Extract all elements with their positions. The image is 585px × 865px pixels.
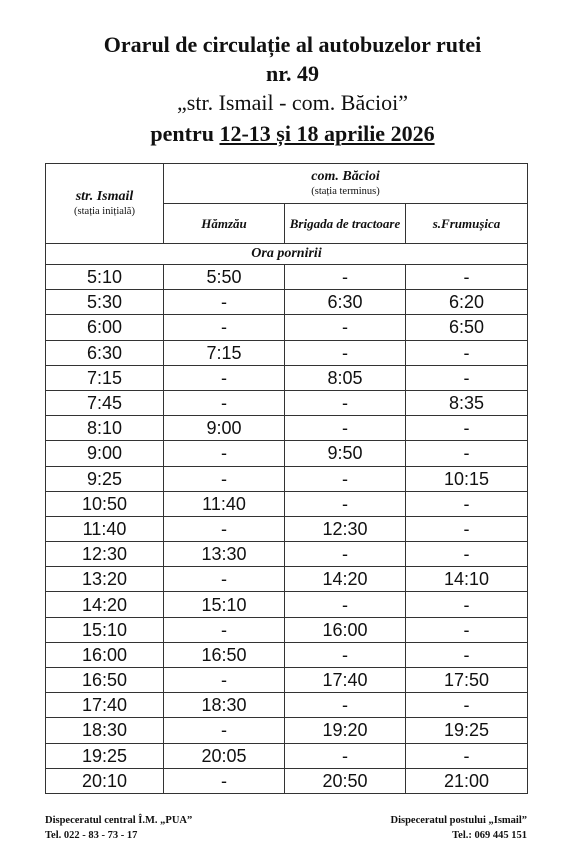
arrival-hamzau-cell: -	[164, 617, 285, 642]
departure-ismail-cell: 5:30	[46, 290, 164, 315]
arrival-hamzau-cell: -	[164, 567, 285, 592]
arrival-frumusica-cell: 21:00	[406, 768, 528, 793]
arrival-hamzau-cell: 18:30	[164, 693, 285, 718]
departure-ismail-cell: 14:20	[46, 592, 164, 617]
table-row	[46, 642, 528, 667]
departure-ismail-cell: 8:10	[46, 416, 164, 441]
arrival-brigada-cell: -	[285, 265, 406, 290]
arrival-frumusica-cell: -	[406, 592, 528, 617]
arrival-brigada-cell: -	[285, 466, 406, 491]
title-line-1: Orarul de circulație al autobuzelor rutei	[103, 32, 482, 57]
arrival-frumusica-cell: -	[406, 693, 528, 718]
arrival-frumusica-cell: -	[406, 265, 528, 290]
arrival-brigada-cell: 19:20	[285, 718, 406, 743]
departure-ismail-cell: 11:40	[46, 516, 164, 541]
arrival-frumusica-cell: 6:50	[406, 315, 528, 340]
table-row	[46, 466, 528, 491]
table-row	[46, 567, 528, 592]
arrival-hamzau-cell: 20:05	[164, 743, 285, 768]
arrival-brigada-cell: -	[285, 491, 406, 516]
arrival-hamzau-cell: 9:00	[164, 416, 285, 441]
table-row	[46, 491, 528, 516]
arrival-hamzau-cell: -	[164, 718, 285, 743]
departure-ismail-cell: 7:15	[46, 365, 164, 390]
post-dispatch-phone: Tel.: 069 445 151	[452, 830, 527, 841]
table-row	[46, 617, 528, 642]
origin-note: (stația inițială)	[74, 206, 135, 217]
arrival-hamzau-cell: -	[164, 668, 285, 693]
arrival-brigada-cell: 14:20	[285, 567, 406, 592]
arrival-brigada-cell: 9:50	[285, 441, 406, 466]
departure-ismail-cell: 16:50	[46, 668, 164, 693]
arrival-brigada-cell: -	[285, 693, 406, 718]
departure-ismail-cell: 16:00	[46, 642, 164, 667]
arrival-frumusica-cell: 14:10	[406, 567, 528, 592]
arrival-brigada-cell: -	[285, 592, 406, 617]
arrival-brigada-cell: -	[285, 340, 406, 365]
arrival-frumusica-cell: 17:50	[406, 668, 528, 693]
arrival-frumusica-cell: -	[406, 365, 528, 390]
destination-note: (stația terminus)	[311, 186, 380, 197]
arrival-frumusica-cell: -	[406, 617, 528, 642]
departure-ismail-cell: 7:45	[46, 390, 164, 415]
arrival-hamzau-cell: 13:30	[164, 542, 285, 567]
arrival-frumusica-cell: 6:20	[406, 290, 528, 315]
column-frumusica: s.Frumușica	[406, 204, 528, 244]
arrival-brigada-cell: -	[285, 542, 406, 567]
table-row	[46, 315, 528, 340]
arrival-brigada-cell: 8:05	[285, 365, 406, 390]
arrival-brigada-cell: -	[285, 416, 406, 441]
arrival-brigada-cell: -	[285, 743, 406, 768]
schedule-dates	[0, 118, 585, 150]
arrival-hamzau-cell: -	[164, 441, 285, 466]
arrival-brigada-cell: -	[285, 315, 406, 340]
departure-ismail-cell: 9:25	[46, 466, 164, 491]
arrival-hamzau-cell: 11:40	[164, 491, 285, 516]
central-dispatch-phone: Tel. 022 - 83 - 73 - 17	[45, 830, 138, 841]
dates-value: 12-13 și 18 aprilie 2026	[219, 121, 435, 146]
dates-prefix: pentru	[150, 121, 220, 146]
arrival-hamzau-cell: -	[164, 516, 285, 541]
arrival-hamzau-cell: -	[164, 390, 285, 415]
central-dispatch-name: Dispeceratul central Î.M. „PUA”	[45, 815, 193, 826]
arrival-frumusica-cell: -	[406, 542, 528, 567]
arrival-brigada-cell: -	[285, 390, 406, 415]
schedule-table	[45, 163, 528, 794]
table-row	[46, 441, 528, 466]
column-brigada-de-tractoare: Brigada de tractoare	[285, 204, 406, 244]
destination-header	[164, 164, 528, 204]
arrival-frumusica-cell: -	[406, 340, 528, 365]
table-row	[46, 340, 528, 365]
arrival-frumusica-cell: -	[406, 441, 528, 466]
table-row	[46, 592, 528, 617]
arrival-frumusica-cell: -	[406, 642, 528, 667]
arrival-hamzau-cell: -	[164, 290, 285, 315]
arrival-hamzau-cell: -	[164, 315, 285, 340]
table-row	[46, 768, 528, 793]
table-row	[46, 416, 528, 441]
arrival-frumusica-cell: -	[406, 416, 528, 441]
table-row	[46, 668, 528, 693]
departure-ismail-cell: 15:10	[46, 617, 164, 642]
arrival-frumusica-cell: 19:25	[406, 718, 528, 743]
arrival-hamzau-cell: 15:10	[164, 592, 285, 617]
departure-ismail-cell: 17:40	[46, 693, 164, 718]
arrival-brigada-cell: 6:30	[285, 290, 406, 315]
arrival-frumusica-cell: -	[406, 491, 528, 516]
table-row	[46, 743, 528, 768]
departure-ismail-cell: 13:20	[46, 567, 164, 592]
departure-ismail-cell: 6:30	[46, 340, 164, 365]
arrival-hamzau-cell: 5:50	[164, 265, 285, 290]
post-dispatch-name: Dispeceratul postului „Ismail”	[390, 815, 527, 826]
arrival-frumusica-cell: -	[406, 743, 528, 768]
table-row	[46, 718, 528, 743]
departure-ismail-cell: 12:30	[46, 542, 164, 567]
route-name: „str. Ismail - com. Băcioi”	[177, 90, 408, 115]
departure-ismail-cell: 5:10	[46, 265, 164, 290]
arrival-brigada-cell: 17:40	[285, 668, 406, 693]
table-row	[46, 693, 528, 718]
table-row	[46, 365, 528, 390]
table-row	[46, 516, 528, 541]
column-hamzau: Hămzău	[164, 204, 285, 244]
departure-ismail-cell: 18:30	[46, 718, 164, 743]
section-label: Ora pornirii	[46, 244, 528, 265]
departure-ismail-cell: 10:50	[46, 491, 164, 516]
arrival-frumusica-cell: 10:15	[406, 466, 528, 491]
arrival-hamzau-cell: 16:50	[164, 642, 285, 667]
arrival-frumusica-cell: 8:35	[406, 390, 528, 415]
origin-name: str. Ismail	[75, 189, 134, 204]
arrival-hamzau-cell: -	[164, 466, 285, 491]
arrival-hamzau-cell: -	[164, 768, 285, 793]
departure-ismail-cell: 19:25	[46, 743, 164, 768]
arrival-brigada-cell: 20:50	[285, 768, 406, 793]
schedule-header	[0, 30, 585, 150]
table-row	[46, 290, 528, 315]
title-line-2: nr. 49	[266, 61, 319, 86]
departure-ismail-cell: 9:00	[46, 441, 164, 466]
arrival-hamzau-cell: -	[164, 365, 285, 390]
arrival-brigada-cell: 12:30	[285, 516, 406, 541]
table-row	[46, 265, 528, 290]
arrival-brigada-cell: -	[285, 642, 406, 667]
table-row	[46, 542, 528, 567]
arrival-hamzau-cell: 7:15	[164, 340, 285, 365]
footer-central-dispatch	[45, 813, 192, 843]
table-row	[46, 390, 528, 415]
arrival-frumusica-cell: -	[406, 516, 528, 541]
departure-ismail-cell: 6:00	[46, 315, 164, 340]
arrival-brigada-cell: 16:00	[285, 617, 406, 642]
departure-ismail-cell: 20:10	[46, 768, 164, 793]
footer-post-dispatch	[390, 813, 527, 843]
destination-name: com. Băcioi	[311, 169, 380, 184]
origin-header	[46, 164, 164, 244]
